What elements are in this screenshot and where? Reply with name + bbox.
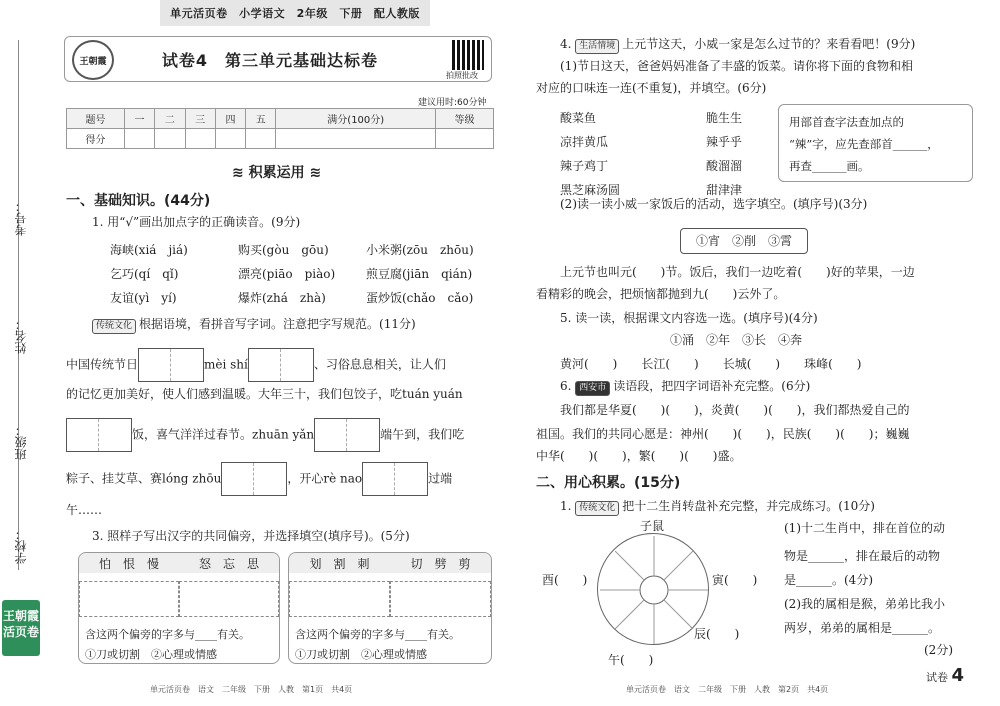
radical-answer[interactable] (390, 581, 491, 617)
taste-item[interactable]: 辣乎乎 (706, 135, 743, 149)
taste-list (706, 106, 742, 202)
tag-traditional: 传统文化 (92, 319, 136, 334)
pinyin-choice[interactable]: 蛋炒饭(chǎo cǎo) (366, 291, 474, 305)
write-grid[interactable] (248, 348, 314, 382)
page-title: 试卷4 第三单元基础达标卷 (161, 51, 379, 70)
page-number: 试卷 4 (926, 665, 965, 686)
taste-item[interactable]: 脆生生 (706, 111, 743, 125)
q6-text: 6. 西安市 读语段，把四字词语补充完整。(6分) (560, 376, 810, 396)
pinyin-choice[interactable]: 煎豆腐(jiān qián) (366, 267, 473, 281)
school-label: 学校： (14, 528, 28, 564)
p2-s5: 两岁，弟弟的属相是______。 (784, 621, 941, 635)
class-label: 班级： (14, 424, 28, 460)
p2-s2: 物是______，排在最后的动物 (784, 549, 941, 563)
pinyin-choice[interactable]: 乞巧(qí qǐ) (110, 267, 179, 281)
radical-box-2: 划 割 刺 切 劈 剪 含这两个偏旁的字多与____有关。 ①刀或切割 ②心理或情感 (288, 552, 492, 664)
q2-line3: 饭，喜气洋洋过春节。zhuān yǎn 端午到，我们吃 (66, 418, 464, 452)
footer-left: 单元活页卷 语文 二年级 下册 人教 第1页 共4页 (150, 685, 353, 694)
part1-title: 一、基础知识。(44分) (66, 193, 211, 209)
brand-badge: 王朝霞 活页卷 (2, 600, 40, 656)
q4-sub1b: 对应的口味连一连(不重复)，并填空。(6分) (536, 81, 767, 95)
q2: 传统文化 根据语境，看拼音写字词。注意把字写规范。(11分) (92, 314, 416, 334)
food-item[interactable]: 辣子鸡丁 (560, 159, 609, 173)
score-header-cell: 等级 (436, 109, 494, 129)
score-row-label: 得分 (67, 129, 125, 149)
footer-right: 单元活页卷 语文 二年级 下册 人教 第2页 共4页 (626, 685, 829, 694)
q4-intro: 4. 生活情境 上元节这天，小威一家是怎么过节的？来看看吧！(9分) (560, 34, 915, 54)
wheel-right: 寅( ) (712, 573, 758, 587)
food-list (560, 106, 620, 202)
zodiac-wheel (597, 533, 709, 645)
q2-line2: 的记忆更加美好，使人们感到温暖。大年三十，我们包饺子，吃tuán yuán (66, 387, 463, 401)
pinyin-choice[interactable]: 购买(gòu gōu) (238, 243, 329, 257)
q1-text: 1. 用“√”画出加点字的正确读音。(9分) (92, 215, 301, 229)
q5-options: ①涌 ②年 ③长 ④奔 (670, 333, 803, 347)
part2-q1: 1. 传统文化 把十二生肖转盘补充完整，并完成练习。(10分) (560, 496, 875, 516)
score-header-cell: 题号 (67, 109, 125, 129)
char-options: ①宵 ②削 ③霄 (680, 228, 808, 254)
radical-answer[interactable] (79, 581, 179, 617)
taste-item[interactable]: 酸溜溜 (706, 159, 743, 173)
q2-line1: 中国传统节日 mèi shí 、习俗息息相关，让人们 (66, 348, 446, 382)
binding-line (18, 40, 19, 570)
write-grid[interactable] (314, 418, 380, 452)
pinyin-choice[interactable]: 友谊(yì yí) (110, 291, 177, 305)
pinyin-choice[interactable]: 漂亮(piāo piào) (238, 267, 336, 281)
wheel-bottom: 午( ) (608, 653, 654, 667)
pinyin-choice[interactable]: 小米粥(zōu zhōu) (366, 243, 474, 257)
write-grid[interactable] (362, 462, 428, 496)
score-header-cell: 五 (246, 109, 276, 129)
radical-box-1: 怕 恨 慢 怒 忘 思 含这两个偏旁的字多与____有关。 ①刀或切割 ②心理或情感 (78, 552, 280, 664)
q5-text: 5. 读一读，根据课文内容选一选。(填序号)(4分) (560, 311, 818, 325)
score-header-cell: 满分(100分) (276, 109, 436, 129)
top-banner: 单元活页卷 小学语文 2年级 下册 配人教版 (160, 0, 430, 26)
part2-title: 二、用心积累。(15分) (536, 475, 681, 491)
food-item[interactable]: 酸菜鱼 (560, 111, 597, 125)
food-item[interactable]: 黑芝麻汤圆 (560, 183, 621, 197)
q2-line5: 午…… (66, 503, 103, 517)
p2-s6: (2分) (924, 643, 953, 657)
section-banner: ≋ 积累运用 ≋ (232, 165, 322, 181)
q6-line2: 祖国。我们的共同心愿是：神州( )( )，民族( )( )；巍巍 (536, 427, 910, 441)
wheel-top: 子鼠 (640, 519, 665, 533)
score-header-cell: 四 (215, 109, 245, 129)
score-header-cell: 二 (155, 109, 185, 129)
q3-text: 3. 照样子写出汉字的共同偏旁，并选择填空(填序号)。(5分) (92, 529, 410, 543)
radical-answer[interactable] (179, 581, 279, 617)
score-table (66, 108, 494, 149)
write-grid[interactable] (221, 462, 287, 496)
p2-s3: 是______。(4分) (784, 573, 873, 587)
q4-sub2: (2)读一读小威一家饭后的活动，选字填空。(填序号)(3分) (560, 197, 868, 211)
wheel-bl: 辰( ) (694, 627, 740, 641)
q6-line1: 我们都是华夏( )( )，炎黄( )( )，我们都热爱自己的 (560, 403, 910, 417)
radical-answer[interactable] (289, 581, 390, 617)
qr-code-icon[interactable] (452, 40, 484, 70)
q5-items: 黄河( ) 长江( ) 长城( ) 珠峰( ) (560, 357, 862, 371)
p2-s4: (2)我的属相是猴，弟弟比我小 (784, 597, 945, 611)
pinyin-grid (110, 238, 506, 310)
taste-item[interactable]: 甜津津 (706, 183, 743, 197)
exam-no-label: 考号： (14, 200, 28, 236)
pinyin-choice[interactable]: 爆炸(zhá zhà) (238, 291, 326, 305)
wheel-left: 酉( ) (542, 573, 588, 587)
publisher-logo: 王朝霞 (72, 40, 114, 80)
score-header-cell: 三 (185, 109, 215, 129)
qr-label: 拍照批改 (446, 71, 478, 80)
pinyin-choice[interactable]: 海峡(xiá jiá) (110, 243, 188, 257)
write-grid[interactable] (66, 418, 132, 452)
q6-line3: 中华( )( )，繁( )( )盛。 (536, 449, 742, 463)
p2-s1: (1)十二生肖中，排在首位的动 (784, 521, 945, 535)
q4-fill2: 看精彩的晚会，把烦恼都抛到九( )云外了。 (536, 287, 786, 301)
score-header-cell: 一 (124, 109, 154, 129)
name-label: 姓名： (14, 318, 28, 354)
q4-fill1: 上元节也叫元( )节。饭后，我们一边吃着( )好的苹果，一边 (560, 265, 915, 279)
suggested-time: 建议用时:60分钟 (418, 98, 487, 108)
write-grid[interactable] (138, 348, 204, 382)
q2-line4: 粽子、挂艾草、赛lóng zhōu ，开心rè nao 过端 (66, 462, 452, 496)
food-item[interactable]: 凉拌黄瓜 (560, 135, 609, 149)
q4-sub1a: (1)节日这天，爸爸妈妈准备了丰盛的饭菜。请你将下面的食物和相 (560, 59, 914, 73)
tip-box: 用部首查字法查加点的 “辣”字，应先查部首______， 再查______画。 (778, 104, 973, 182)
